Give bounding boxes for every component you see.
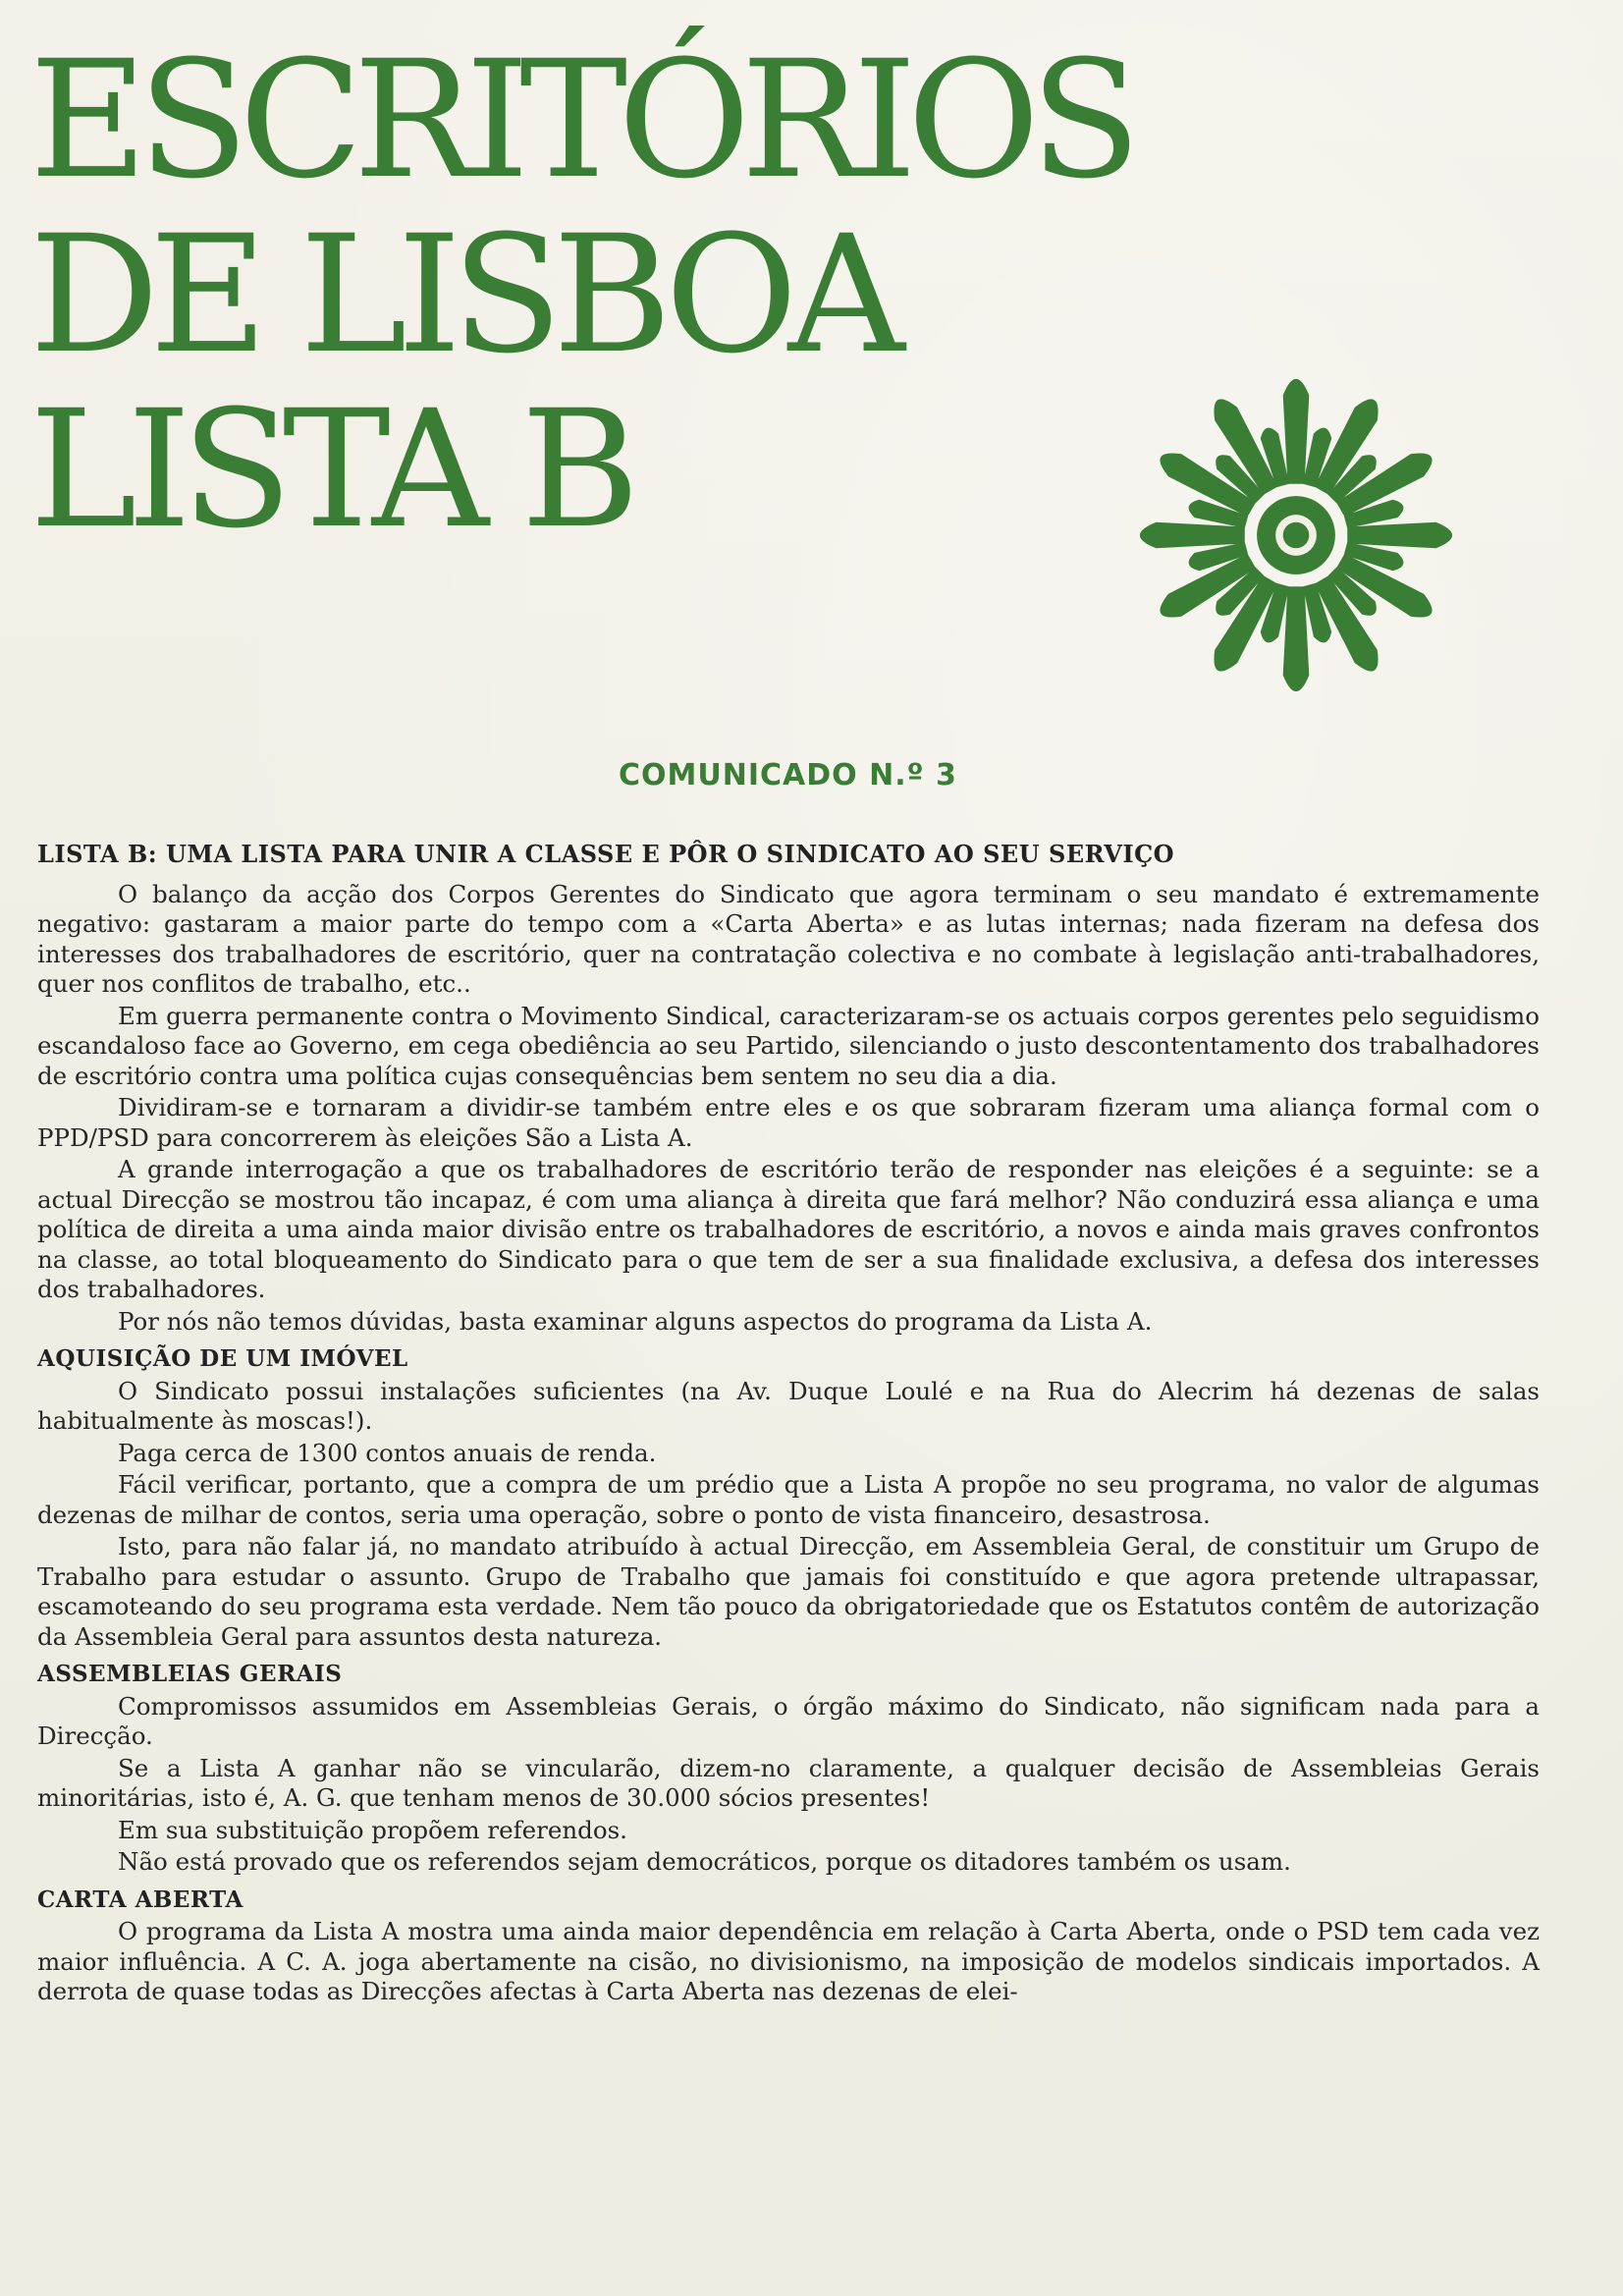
imovel-paragraph-4: Isto, para não falar já, no mandato atribuído à actual Direcção, em Assembleia Geral, de constituir um Grupo de Trabalho para estudar o assunto. Grupo de Trabalho que jamais foi constituído e que agora pretende ultrapassar, escamoteando do seu programa esta verdade. Nem tão pouco da obrigatoriedade que os Estatutos contêm de autorização da Assembleia Geral para assuntos desta natureza.: [37, 1532, 1540, 1651]
imovel-paragraph-1: O Sindicato possui instalações suficientes (na Av. Duque Loulé e na Rua do Alecrim há dezenas de salas habitualmente às moscas!).: [37, 1376, 1540, 1435]
assembleias-paragraph-3: Em sua substituição propõem referendos.: [118, 1815, 627, 1844]
intro-heading: LISTA B: UMA LISTA PARA UNIR A CLASSE E PÔR O SINDICATO AO SEU SERVIÇO: [37, 840, 1175, 868]
imovel-paragraph-2: Paga cerca de 1300 contos anuais de renda.: [118, 1438, 657, 1467]
green-starburst-logo-icon: [1109, 349, 1483, 722]
body-text: [37, 840, 1540, 2009]
intro-paragraph-1: O balanço da acção dos Corpos Gerentes do Sindicato que agora terminam o seu mandato é extremamente negativo: gastaram a maior parte do tempo com a «Carta Aberta» e as lutas internas; nada fizeram na defesa dos interesses dos trabalhadores de escritório, quer na contratação colectiva e no combate à legislação anti-trabalhadores, quer nos conflitos de trabalho, etc..: [37, 879, 1540, 998]
intro-paragraph-4: A grande interrogação a que os trabalhadores de escritório terão de responder nas eleições é a seguinte: se a actual Direcção se mostrou tão incapaz, é com uma aliança à direita que fará melhor? Não conduzirá essa aliança e uma política de direita a uma ainda maior divisão entre os trabalhadores de escritório, a novos e ainda mais graves confrontos na classe, ao total bloqueamento do Sindicato para o que tem de ser a sua finalidade exclusiva, a defesa dos interesses dos trabalhadores.: [37, 1155, 1540, 1303]
intro-paragraph-2: Em guerra permanente contra o Movimento Sindical, caracterizaram-se os actuais corpos gerentes pelo seguidismo escandaloso face ao Governo, em cega obediência ao seu Partido, silenciando o justo descontentamento dos trabalhadores de escritório contra uma política cujas consequências bem sentem no seu dia a dia.: [37, 1001, 1540, 1090]
carta-heading: CARTA ABERTA: [37, 1886, 243, 1913]
intro-paragraph-3: Dividiram-se e tornaram a dividir-se também entre eles e os que sobraram fizeram uma aliança formal com o PPD/PSD para concorrerem às eleições São a Lista A.: [37, 1093, 1540, 1152]
communique-number: COMUNICADO N.º 3: [619, 758, 957, 793]
title-line-1: ESCRITÓRIOS: [29, 26, 1132, 214]
title-line-3: LISTA B: [29, 375, 630, 564]
imovel-heading: AQUISIÇÃO DE UM IMÓVEL: [37, 1345, 408, 1372]
assembleias-heading: ASSEMBLEIAS GERAIS: [37, 1661, 343, 1687]
assembleias-paragraph-1: Compromissos assumidos em Assembleias Gerais, o órgão máximo do Sindicato, não significam nada para a Direcção.: [37, 1691, 1540, 1750]
title-line-2: DE LISBOA: [29, 200, 895, 389]
masthead-title: [29, 26, 1132, 564]
assembleias-paragraph-4: Não está provado que os referendos sejam democráticos, porque os ditadores também os usam.: [118, 1847, 1291, 1876]
carta-paragraph-1: O programa da Lista A mostra uma ainda maior dependência em relação à Carta Aberta, onde o PSD tem cada vez maior influência. A C. A. joga abertamente na cisão, no divisionismo, na imposição de modelos sindicais importados. A derrota de quase todas as Direcções afectas à Carta Aberta nas dezenas de elei-: [37, 1917, 1540, 2005]
assembleias-paragraph-2: Se a Lista A ganhar não se vincularão, dizem-no claramente, a qualquer decisão de Assembleias Gerais minoritárias, isto é, A. G. que tenham menos de 30.000 sócios presentes!: [37, 1753, 1540, 1812]
intro-paragraph-5: Por nós não temos dúvidas, basta examinar alguns aspectos do programa da Lista A.: [118, 1306, 1153, 1336]
imovel-paragraph-3: Fácil verificar, portanto, que a compra de um prédio que a Lista A propõe no seu programa, no valor de algumas dezenas de milhar de contos, seria uma operação, sobre o ponto de vista financeiro, desastrosa.: [37, 1470, 1540, 1529]
